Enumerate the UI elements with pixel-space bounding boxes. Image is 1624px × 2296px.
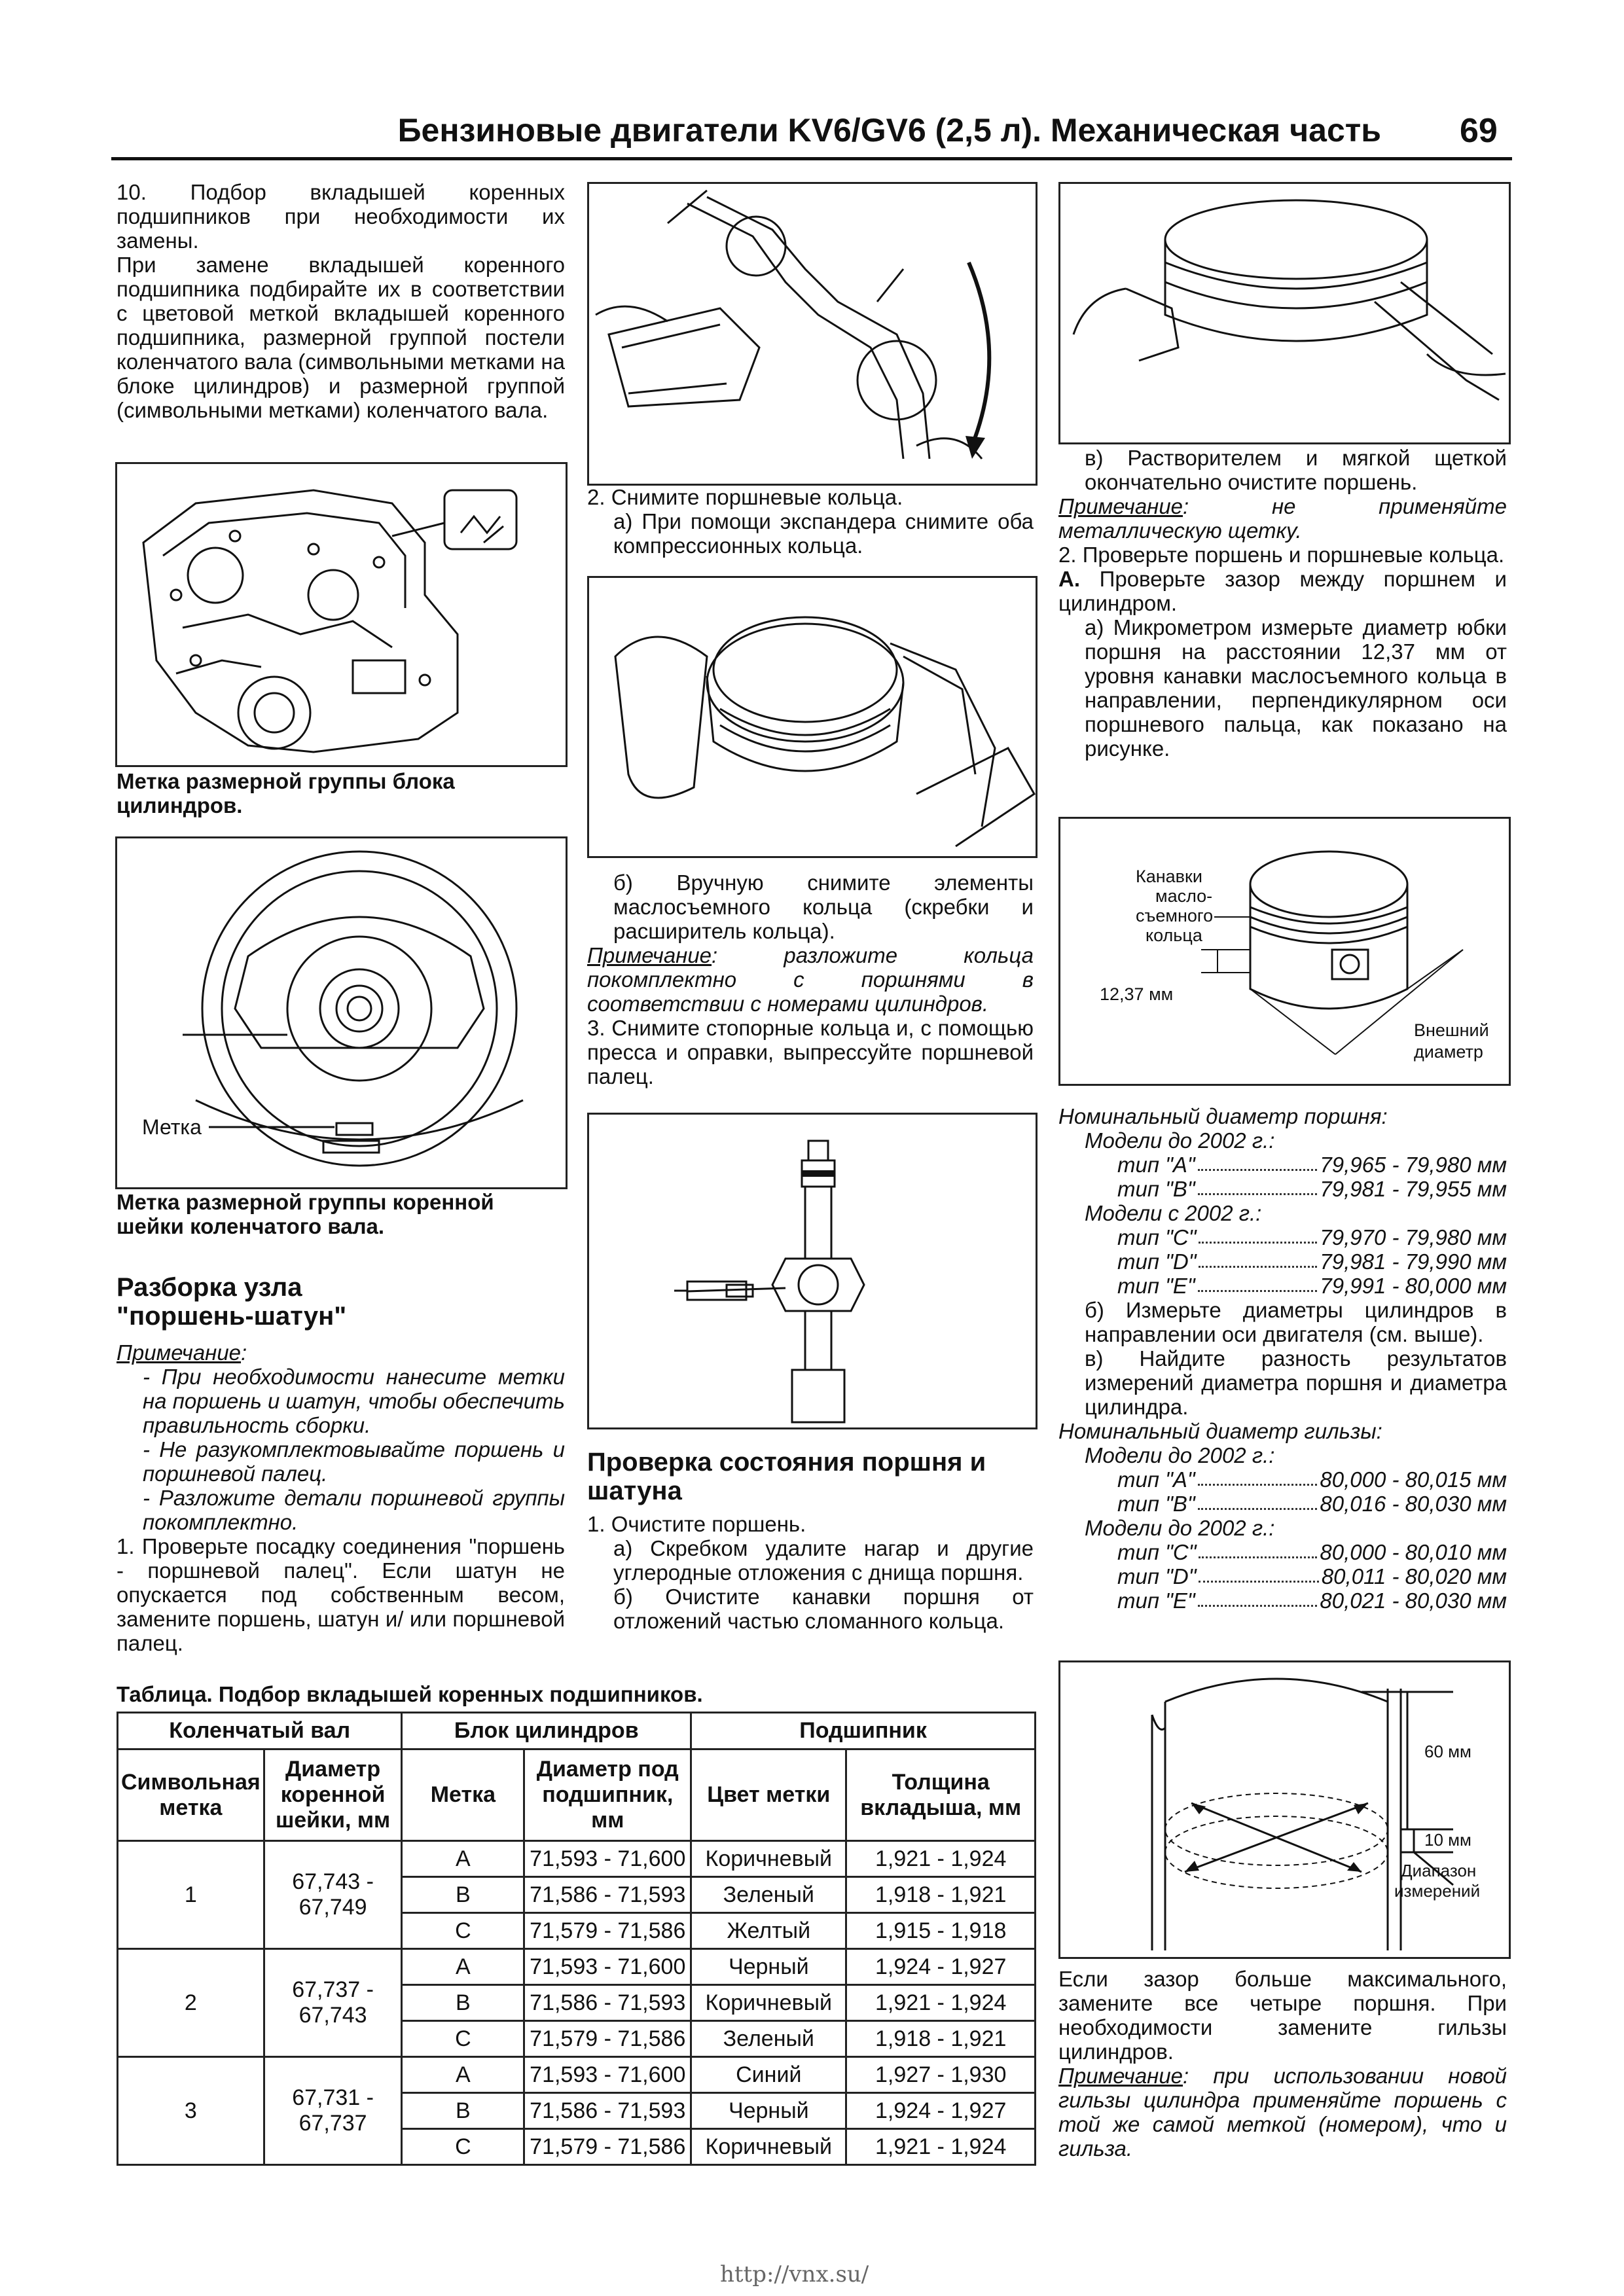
piston-spec-c: тип "С" 79,970 - 79,980 мм <box>1117 1225 1507 1249</box>
col3-specs <box>1058 1104 1507 1613</box>
press-drawing <box>589 1115 1036 1427</box>
col1-intro <box>117 180 565 422</box>
conrod-drawing <box>589 184 1036 484</box>
section-disassembly-title-2: "поршень-шатун" <box>117 1302 347 1331</box>
section-disassembly <box>117 1273 565 1331</box>
figure-piston-clean <box>1058 182 1511 444</box>
figure-pin-press <box>587 1113 1038 1429</box>
label-grooves-3: съемного <box>1136 906 1214 925</box>
note-3: - Разложите детали поршневой группы покомплектно. <box>143 1486 565 1534</box>
liner-spec-c: тип "С" 80,000 - 80,010 мм <box>1117 1540 1507 1564</box>
col-symbol: Символьная метка <box>118 1749 264 1841</box>
step-a-text: Проверьте зазор между поршнем и цилиндром. <box>1058 567 1507 615</box>
check-1: 1. Очистите поршень. <box>587 1512 806 1536</box>
note-1: - При необходимости нанесите метки на поршень и шатун, чтобы обеспечить правильность сборки. <box>143 1365 565 1437</box>
section-disassembly-title-1: Разборка узла <box>117 1273 302 1302</box>
col-bore-diam: Диаметр под подшипник, мм <box>524 1749 691 1841</box>
step-10: 10. Подбор вкладышей коренных подшипников при необходимости их замены. <box>117 180 565 253</box>
col-thickness: Толщина вкладыша, мм <box>846 1749 1036 1841</box>
note-2: - Не разукомплектовывайте поршень и поршневой палец. <box>143 1437 565 1486</box>
figure-engine-block <box>115 462 568 767</box>
section-inspection <box>587 1448 1034 1505</box>
table-row: В 71,586 - 71,593 Черный 1,924 - 1,927 <box>118 2093 1036 2129</box>
section-inspection-title: Проверка состояния поршня и шатуна <box>587 1448 986 1505</box>
note-col2-text: : разложите кольца покомплектно с поршнями в соответствии с номерами цилиндров. <box>587 943 1034 1016</box>
label-range-2: измерений <box>1394 1881 1481 1901</box>
label-outer-1: Внешний <box>1414 1020 1489 1040</box>
mark-label: Метка <box>142 1115 202 1139</box>
liner-title: Номинальный диаметр гильзы: <box>1058 1419 1382 1443</box>
footer-url[interactable]: http://vnx.su/ <box>720 2261 869 2287</box>
page-number: 69 <box>1460 112 1498 150</box>
note-label-col2: Примечание <box>587 943 712 967</box>
figure-crankshaft-mark <box>115 836 568 1189</box>
label-grooves-2: масло- <box>1155 886 1213 906</box>
step-2b: б) Вручную снимите элементы маслосъемного кольца (скребки и расширитель кольца). <box>613 870 1034 943</box>
ring-expander-drawing <box>589 578 1036 856</box>
piston-spec-d: тип "D" 79,981 - 79,990 мм <box>1117 1249 1507 1274</box>
step-2a: а) При помощи экспандера снимите оба компрессионных кольца. <box>613 509 1034 558</box>
table-row: С 71,579 - 71,586 Зеленый 1,918 - 1,921 <box>118 2021 1036 2057</box>
piston-spec-a: тип "А" 79,965 - 79,980 мм <box>1117 1153 1507 1177</box>
col2-oil-ring <box>587 870 1034 1088</box>
step-v-diff: в) Найдите разность результатов измерений диаметра поршня и диаметра цилиндра. <box>1085 1346 1507 1419</box>
group-crankshaft: Коленчатый вал <box>118 1713 402 1749</box>
step-a-marker: А. <box>1058 567 1080 591</box>
cylinder-measure-drawing <box>1060 1662 1509 1957</box>
symbol-1: 1 <box>118 1841 264 1949</box>
col-journal-diam: Диаметр коренной шейки, мм <box>264 1749 402 1841</box>
col3-top-text <box>1058 446 1507 761</box>
col-mark: Метка <box>402 1749 524 1841</box>
note-col3b-text: : при использовании новой гильзы цилиндра применяйте поршень с той же самой меткой (номером), что и гильза. <box>1058 2064 1507 2161</box>
col2-clean <box>587 1512 1034 1633</box>
final-replace: Если зазор больше максимального, замените все четыре поршня. При необходимости замените гильзы цилиндров. <box>1058 1967 1507 2064</box>
liner-spec-e: тип "Е" 80,021 - 80,030 мм <box>1117 1588 1507 1613</box>
figure-ring-expander <box>587 576 1038 858</box>
header-divider <box>111 157 1512 160</box>
liner-spec-a: тип "А" 80,000 - 80,015 мм <box>1117 1467 1507 1492</box>
piston-measure-drawing <box>1060 819 1509 1084</box>
col3-final <box>1058 1967 1507 2161</box>
note-label-col1: Примечание <box>117 1340 242 1365</box>
symbol-2: 2 <box>118 1949 264 2057</box>
table-row: В 71,586 - 71,593 Зеленый 1,918 - 1,921 <box>118 1877 1036 1913</box>
figure-connecting-rod <box>587 182 1038 486</box>
table-row: С 71,579 - 71,586 Желтый 1,915 - 1,918 <box>118 1913 1036 1949</box>
crankshaft-drawing <box>117 838 566 1187</box>
note-label-col3b: Примечание <box>1058 2064 1183 2088</box>
piston-clean-drawing <box>1060 184 1509 442</box>
check-1a: а) Скребком удалите нагар и другие углеродные отложения с днища поршня. <box>613 1536 1034 1585</box>
label-outer-2: диаметр <box>1414 1042 1483 1062</box>
caption-crank-mark: Метка размерной группы коренной шейки коленчатого вала. <box>117 1190 494 1238</box>
figure-cylinder-measure <box>1058 1660 1511 1959</box>
bearing-table <box>117 1712 1036 2166</box>
label-grooves-4: кольца <box>1146 925 1202 945</box>
table-row: В 71,586 - 71,593 Коричневый 1,921 - 1,924 <box>118 1985 1036 2021</box>
piston-spec-b: тип "В" 79,981 - 79,955 мм <box>1117 1177 1507 1201</box>
check-1b: б) Очистите канавки поршня от отложений частью сломанного кольца. <box>613 1585 1034 1633</box>
col-color: Цвет метки <box>691 1749 846 1841</box>
piston-models-before: Модели до 2002 г.: <box>1085 1128 1275 1153</box>
step-1-check-fit: 1. Проверьте посадку соединения "поршень - поршневой палец". Если шатун не опускается под собственным весом, замените поршень, шатун и/ или поршневой палец. <box>117 1534 565 1655</box>
engine-block-drawing <box>117 464 566 765</box>
liner-spec-b: тип "В" 80,016 - 80,030 мм <box>1117 1492 1507 1516</box>
diam-3: 67,731 - 67,737 <box>264 2057 402 2165</box>
figure-piston-measure <box>1058 817 1511 1086</box>
col1-notes: Примечание: - При необходимости нанесите метки на поршень и шатун, чтобы обеспечить правильность сборки. - Не разукомплектовывайте поршень и поршневой палец. - Разложите детали поршневой группы покомплектно. 1. Проверьте посадку соединения "поршень - поршневой палец". Если шатун не опускается под собственным весом, замените поршень, шатун и/ или поршневой палец. <box>117 1340 565 1655</box>
group-block: Блок цилиндров <box>402 1713 691 1749</box>
label-grooves-1: Канавки <box>1136 867 1202 886</box>
note-col3a-text: : не применяйте металлическую щетку. <box>1058 494 1507 543</box>
step-2-remove-rings: 2. Снимите поршневые кольца. <box>587 485 903 509</box>
table-row: 3 67,731 - 67,737 А 71,593 - 71,600 Синий 1,927 - 1,930 <box>118 2057 1036 2093</box>
step-10-body: При замене вкладышей коренного подшипника подбирайте их в соответствии с цветовой меткой вкладышей коренного подшипника, размерной группой постели коленчатого вала (символьными метками на блоке цилиндров) и размерной группой (символьными метками) коленчатого вала. <box>117 253 565 422</box>
group-bearing: Подшипник <box>691 1713 1036 1749</box>
liner-models-before: Модели до 2002 г.: <box>1085 1443 1275 1467</box>
diam-1: 67,743 - 67,749 <box>264 1841 402 1949</box>
note-label-col3a: Примечание <box>1058 494 1183 518</box>
caption-block-mark: Метка размерной группы блока цилиндров. <box>117 769 455 817</box>
symbol-3: 3 <box>118 2057 264 2165</box>
page-header-title: Бензиновые двигатели KV6/GV6 (2,5 л). Механическая часть <box>397 112 1381 149</box>
table-row: С 71,579 - 71,586 Коричневый 1,921 - 1,924 <box>118 2129 1036 2165</box>
diam-2: 67,737 - 67,743 <box>264 1949 402 2057</box>
label-10mm: 10 мм <box>1424 1830 1471 1850</box>
step-a-measure: а) Микрометром измерьте диаметр юбки поршня на расстоянии 12,37 мм от уровня канавки маслосъемного кольца в направлении, перпендикулярном оси поршневого пальца, как показано на рисунке. <box>1085 615 1507 761</box>
piston-title: Номинальный диаметр поршня: <box>1058 1104 1388 1128</box>
step-3-pin: 3. Снимите стопорные кольца и, с помощью пресса и оправки, выпрессуйте поршневой палец. <box>587 1016 1034 1088</box>
step-c-solvent: в) Растворителем и мягкой щеткой окончательно очистите поршень. <box>1085 446 1507 494</box>
table-row: 2 67,737 - 67,743 А 71,593 - 71,600 Черный 1,924 - 1,927 <box>118 1949 1036 1985</box>
label-60mm: 60 мм <box>1424 1742 1471 1761</box>
liner-models-after: Модели до 2002 г.: <box>1085 1516 1275 1540</box>
piston-spec-e: тип "Е" 79,991 - 80,000 мм <box>1117 1274 1507 1298</box>
step-b-cyl: б) Измерьте диаметры цилиндров в направлении оси двигателя (см. выше). <box>1085 1298 1507 1346</box>
table-caption: Таблица. Подбор вкладышей коренных подшипников. <box>117 1682 703 1706</box>
table-row: 1 67,743 - 67,749 А 71,593 - 71,600 Коричневый 1,921 - 1,924 <box>118 1841 1036 1877</box>
label-dimension: 12,37 мм <box>1100 984 1174 1004</box>
liner-spec-d: тип "D" 80,011 - 80,020 мм <box>1117 1564 1507 1588</box>
step-2-check-piston: 2. Проверьте поршень и поршневые кольца. <box>1058 543 1505 567</box>
col2-rings <box>587 485 1034 558</box>
label-range-1: Диапазон <box>1401 1861 1477 1880</box>
piston-models-after: Модели с 2002 г.: <box>1085 1201 1262 1225</box>
